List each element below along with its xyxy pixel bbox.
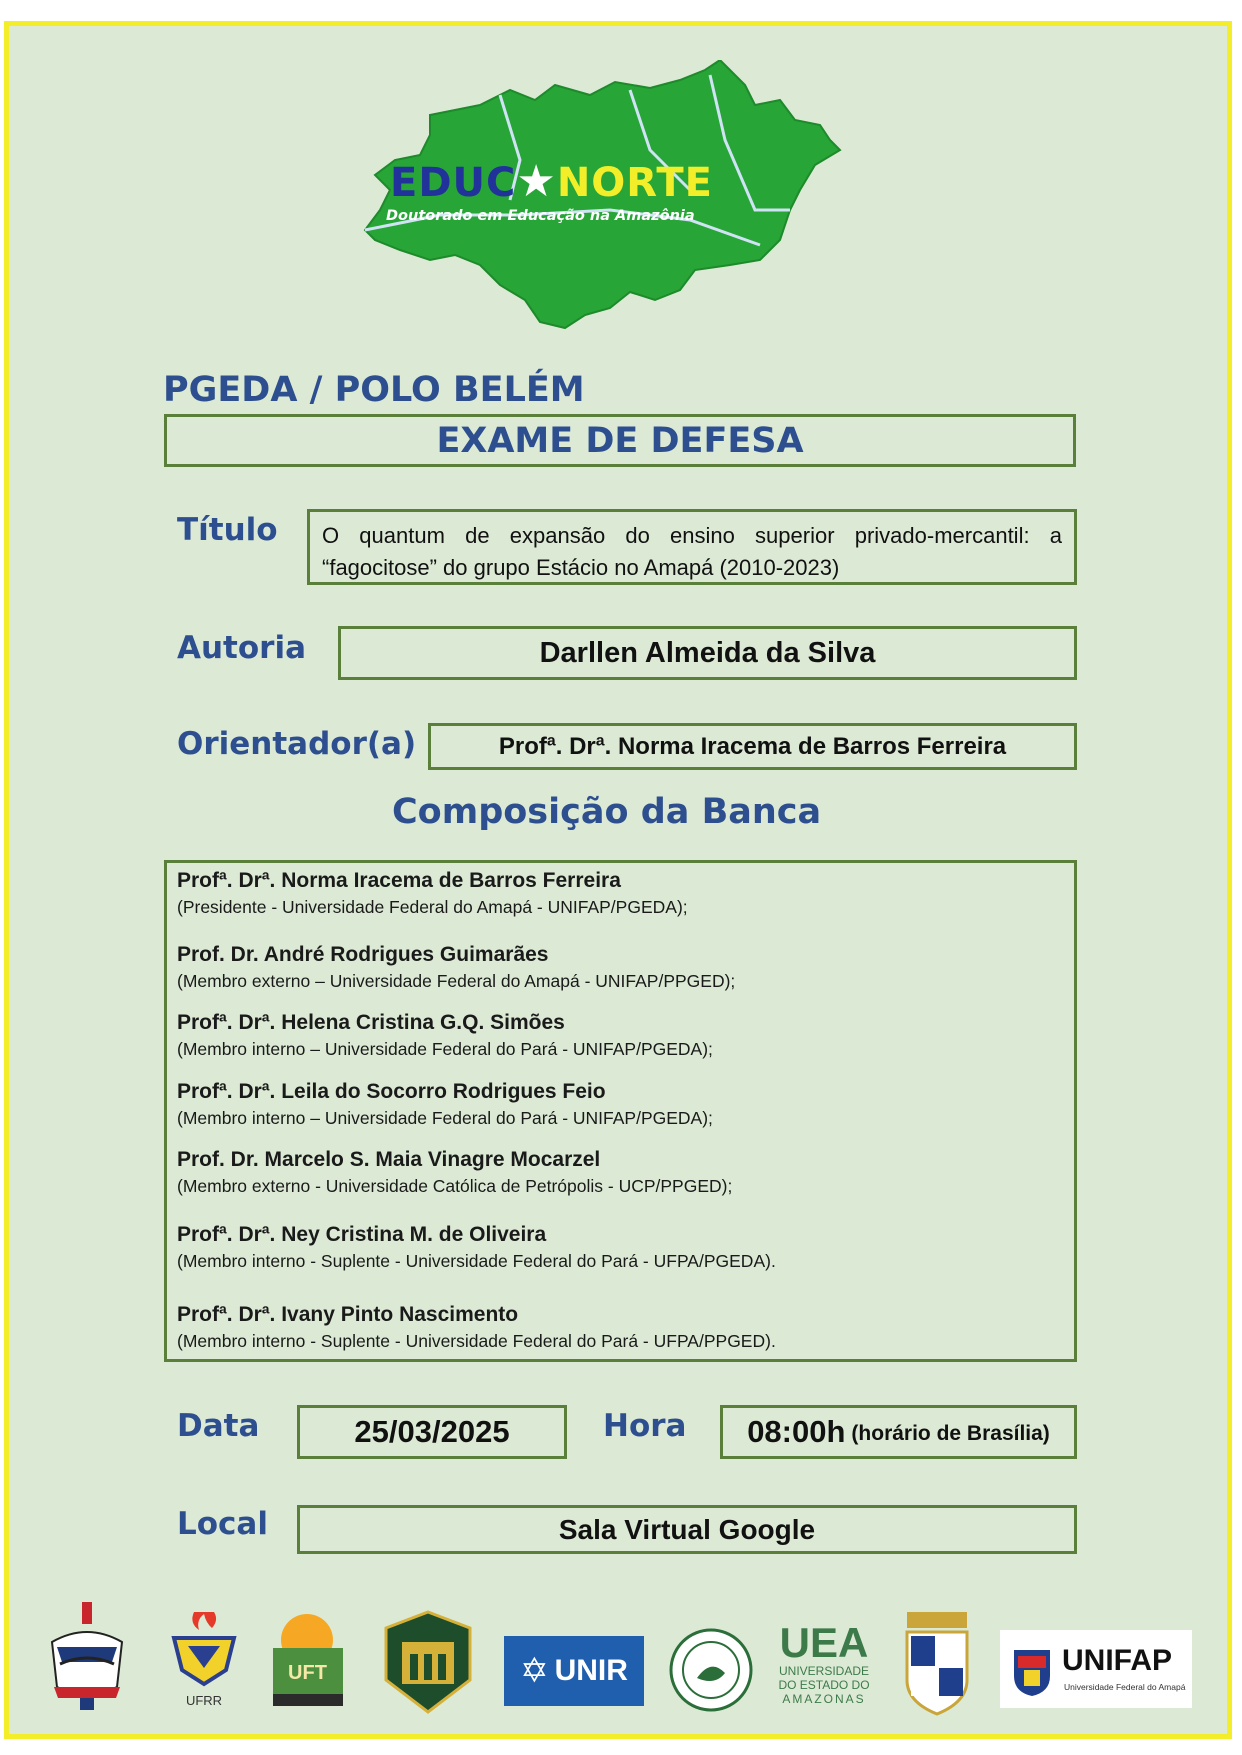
- orientador-box: [428, 723, 1077, 770]
- titulo-value: O quantum de expansão do ensino superior privado-mercantil: a “fagocitose” do grupo Estácio no Amapá (2010-2023): [322, 523, 1062, 580]
- local-value: Sala Virtual Google: [558, 1513, 816, 1545]
- uea-sub1: UNIVERSIDADE: [778, 1664, 870, 1678]
- banca-member: Prof. Dr. Marcelo S. Maia Vinagre Mocarzel (Membro externo - Universidade Católica de Petrópolis - UCP/PPGED);: [177, 1148, 733, 1196]
- hora-note: (horário de Brasília): [851, 1422, 1050, 1445]
- unifap-sub: Universidade Federal do Amapá: [1064, 1682, 1186, 1692]
- autoria-label: Autoria: [177, 630, 307, 666]
- ufpa-logo: [42, 1602, 132, 1712]
- ufrr-logo: [164, 1608, 244, 1714]
- banca-member: Prof. Dr. André Rodrigues Guimarães (Membro externo – Universidade Federal do Amapá - UNIFAP/PPGED);: [177, 943, 736, 991]
- banca-box: [164, 860, 1077, 1362]
- unifap-label: UNIFAP: [1062, 1644, 1173, 1677]
- data-value: 25/03/2025: [354, 1414, 510, 1449]
- uft-logo: [265, 1608, 350, 1713]
- ufopa-logo: [380, 1610, 476, 1714]
- banca-heading: Composição da Banca: [392, 792, 822, 832]
- hora-box: [720, 1405, 1077, 1459]
- autoria-value: Darllen Almeida da Silva: [539, 636, 876, 669]
- data-box: [297, 1405, 567, 1459]
- banca-member: Profª. Drª. Ivany Pinto Nascimento (Membro interno - Suplente - Universidade Federal do Pará - UFPA/PPGED).: [177, 1303, 776, 1351]
- unifap-logo: [1000, 1630, 1192, 1708]
- star-icon: ★: [516, 156, 557, 207]
- uea-sub2: DO ESTADO DO: [778, 1678, 870, 1692]
- logo-brand-right: NORTE: [556, 160, 713, 206]
- orientador-value: Profª. Drª. Norma Iracema de Barros Ferreira: [498, 732, 1007, 760]
- ufopa-seal-icon: [380, 1610, 476, 1714]
- data-label: Data: [177, 1408, 260, 1444]
- uea-sub3: AMAZONAS: [782, 1692, 866, 1706]
- unifap-seal-icon: [1010, 1640, 1054, 1698]
- uea-label: UEA: [779, 1619, 869, 1666]
- titulo-label: Título: [177, 512, 278, 548]
- uft-label: UFT: [288, 1662, 327, 1684]
- banca-member: Profª. Drª. Helena Cristina G.Q. Simões (Membro interno – Universidade Federal do Pará - UNIFAP/PGEDA);: [177, 1011, 713, 1059]
- ufac-shield-icon: [897, 1610, 977, 1716]
- logo-subtitle: Doutorado em Educação na Amazônia: [386, 208, 695, 224]
- educanorte-logo: [360, 60, 870, 332]
- uft-sun-icon: [265, 1608, 350, 1713]
- local-label: Local: [177, 1506, 268, 1542]
- hora-value: 08:00h: [747, 1414, 846, 1449]
- event-title-box: [164, 414, 1076, 467]
- orientador-label: Orientador(a): [177, 726, 417, 762]
- unir-logo: [504, 1636, 644, 1706]
- ufrr-seal-icon: [164, 1608, 244, 1688]
- ufam-seal-icon: [669, 1628, 753, 1712]
- hora-label: Hora: [603, 1408, 687, 1444]
- unir-star-icon: ✡: [520, 1652, 549, 1690]
- local-box: [297, 1505, 1077, 1554]
- logo-brand-left: EDUC: [390, 160, 517, 206]
- ufpa-seal-icon: [42, 1602, 132, 1712]
- ufac-logo: [897, 1610, 977, 1716]
- event-title: EXAME DE DEFESA: [436, 420, 804, 461]
- titulo-box: [307, 509, 1077, 585]
- unir-label: UNIR: [554, 1654, 628, 1687]
- program-title: PGEDA / POLO BELÉM: [163, 370, 585, 410]
- uea-logo: [776, 1619, 872, 1714]
- banca-member: Profª. Drª. Ney Cristina M. de Oliveira (Membro interno - Suplente - Universidade Federal do Pará - UFPA/PGEDA).: [177, 1223, 776, 1271]
- autoria-box: [338, 626, 1077, 680]
- banca-member: Profª. Drª. Leila do Socorro Rodrigues Feio (Membro interno – Universidade Federal do Pará - UNIFAP/PGEDA);: [177, 1080, 713, 1128]
- banca-member: Profª. Drª. Norma Iracema de Barros Ferreira (Presidente - Universidade Federal do Amapá - UNIFAP/PGEDA);: [177, 869, 688, 917]
- ufrr-label: UFRR: [185, 1693, 223, 1708]
- ufam-logo: [669, 1628, 753, 1712]
